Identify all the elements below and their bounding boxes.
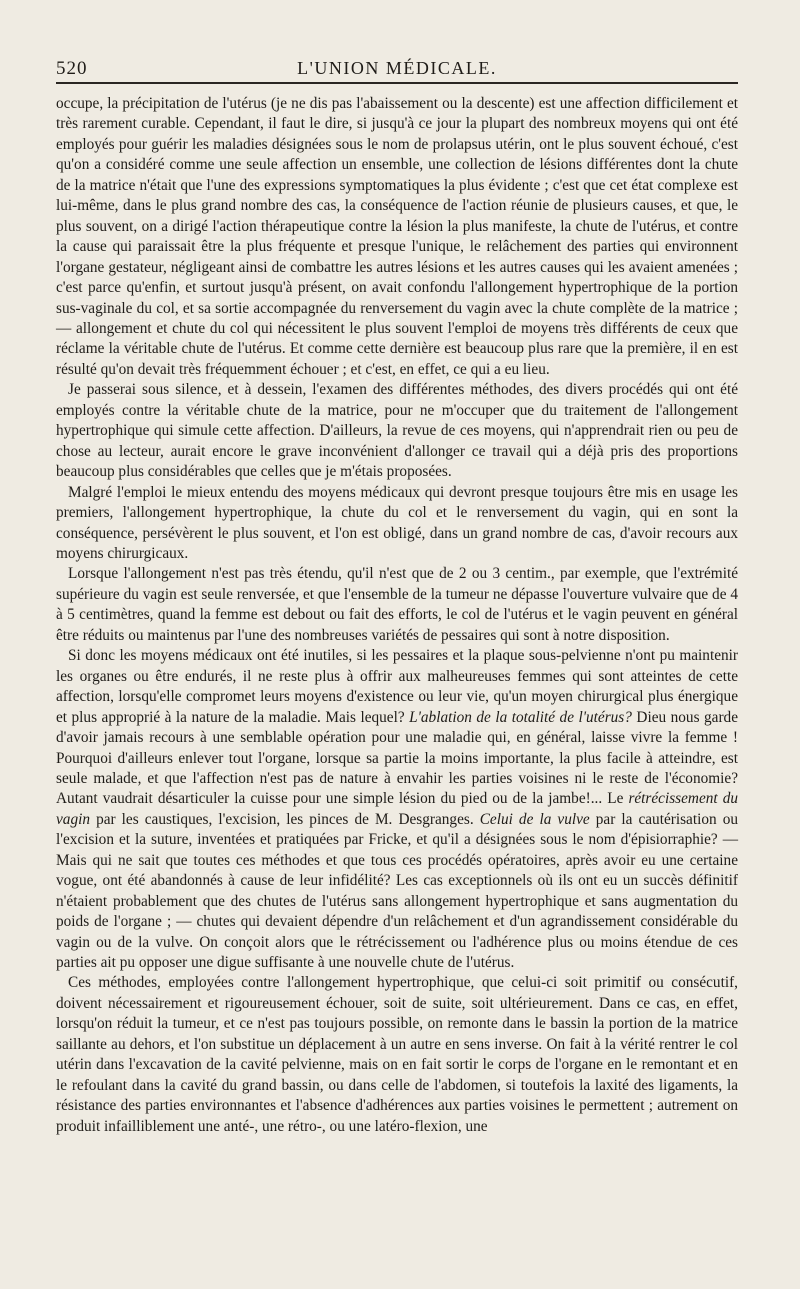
text-run: Lorsque l'allongement n'est pas très étendu, qu'il n'est que de 2 ou 3 centim., par exemple, que l'extrémité supérieure du vagin est seule renversée, et que l'ensemble de la tumeur ne dépasse l'ouverture vulvaire que de 4 à 5 centimètres, quand la femme est debout ou fait des efforts, le col de l'utérus et le vagin peuvent en général être réduits ou maintenus par l'une des nombreuses variétés de pessaires qui sont à notre disposition. <box>56 565 738 644</box>
paragraph <box>56 564 738 646</box>
italic-phrase: L'ablation de la totalité de l'utérus? <box>409 708 632 726</box>
body-text <box>56 94 738 1137</box>
paragraph <box>56 646 738 973</box>
paragraph <box>56 483 738 565</box>
running-title: L'UNION MÉDICALE. <box>297 58 497 78</box>
paragraph <box>56 973 738 1137</box>
page-number: 520 <box>56 58 88 79</box>
text-run: Malgré l'emploi le mieux entendu des moyens médicaux qui devront presque toujours être mis en usage les premiers, l'allongement hypertrophique, la chute du col et le renversement du vagin, qui en sont la conséquence, persévèrent le plus souvent, et l'on est obligé, dans un grand nombre de cas, d'avoir recours aux moyens chirurgicaux. <box>56 483 738 562</box>
page-header <box>56 52 738 84</box>
paragraph <box>56 380 738 482</box>
text-run: Si donc les moyens médicaux ont été inutiles, si les pessaires et la plaque sous-pelvienne n'ont pu maintenir les organes ou être endurés, il ne reste plus à offrir aux malheureuses femmes qui sont atteintes de cette affection, lorsqu'elle compromet leurs moyens d'existence ou leur vie, qu'un moyen chirurgical plus énergique et plus approprié à la nature de la maladie. Mais lequel? <box>56 647 738 726</box>
text-run: par la cautérisation ou l'excision et la suture, inventées et pratiquées par Fricke, et qu'il a désignées sous le nom d'épisiorraphie? — Mais qui ne sait que toutes ces méthodes et que tous ces procédés opératoires, après avoir eu une certaine vogue, ont été abandonnés à cause de leur infidélité? Les cas exceptionnels où ils ont eu un succès définitif n'étaient probablement que des chutes de l'utérus sans allongement hypertrophique et sans augmentation du poids de l'organe ; — chutes qui devaient dépendre d'un relâchement et d'un agrandissement considérable du vagin ou de la vulve. On conçoit alors que le rétrécissement ou l'adhérence plus ou moins étendue de ces parties ait pu opposer une digue suffisante à une nouvelle chute de l'utérus. <box>56 810 738 972</box>
text-run: Ces méthodes, employées contre l'allongement hypertrophique, que celui-ci soit primitif ou consécutif, doivent nécessairement et rigoureusement échouer, soit de suite, soit ultérieurement. Dans ce cas, en effet, lorsqu'on réduit la tumeur, et ce n'est pas toujours possible, on remonte dans le bassin la portion de la matrice saillante au dehors, et l'on substitue un déplacement à un autre en sens inverse. On fait à la vérité rentrer le col utérin dans l'excavation de la cavité pelvienne, mais on en fait sortir le corps de l'organe en le remontant et en le refoulant dans la cavité du grand bassin, ou dans celle de l'abdomen, si toutefois la laxité des ligaments, la résistance des parties environnantes et l'absence d'adhérences aux parties voisines le permettent ; autrement on produit infailliblement une anté-, une rétro-, ou une latéro-flexion, une <box>56 974 738 1135</box>
text-run: Je passerai sous silence, et à dessein, l'examen des différentes méthodes, des divers procédés qui ont été employés contre la véritable chute de la matrice, pour ne m'occuper que du traitement de l'allongement hypertrophique qui simule cette affection. D'ailleurs, la revue de ces moyens, qui n'apprendrait rien ou peu de chose au lecteur, aurait encore le grave inconvénient d'allonger ce travail qui a déjà pris des proportions beaucoup plus considérables que celles que je m'étais proposées. <box>56 381 738 481</box>
text-run: Dieu nous garde d'avoir jamais recours à une semblable opération pour une maladie qui, en général, laisse vivre la femme ! Pourquoi d'ailleurs enlever tout l'organe, lorsque sa partie la moins importante, la plus facile à atteindre, est seule malade, et que l'affection n'est pas de nature à envahir les parties voisines ni le reste de l'économie? Autant vaudrait désarticuler la cuisse pour une simple lésion du pied ou de la jambe!... Le <box>56 708 738 808</box>
italic-phrase: rétrécissement du vagin <box>56 790 738 828</box>
text-run: par les caustiques, l'excision, les pinces de M. Desgranges. <box>90 810 480 828</box>
italic-phrase: Celui de la vulve <box>479 810 590 828</box>
paragraph <box>56 94 738 380</box>
text-run: occupe, la précipitation de l'utérus (je ne dis pas l'abaissement ou la descente) est une affection difficilement et très rarement curable. Cependant, il faut le dire, si jusqu'à ce jour la plupart des nombreux moyens qui ont été employés pour guérir les maladies désignées sous le nom de prolapsus utérin, ont le plus souvent échoué, c'est qu'on a considéré comme une seule affection un ensemble, une collection de lésions différentes dont la chute de la matrice n'était que l'une des expressions symptomatiques la plus évidente ; c'est que cet état complexe est lui-même, dans le plus grand nombre des cas, la conséquence de l'action réunie de plusieurs causes, et que, le plus souvent, on a dirigé l'action thérapeutique contre la lésion la plus manifeste, la chute de l'utérus, et contre la cause qui paraissait être la plus fréquente et presque l'unique, le relâchement des parties qui environnent l'organe gestateur, négligeant ainsi de combattre les autres lésions et les autres causes qui les avaient amenées ; c'est parce qu'enfin, et surtout jusqu'à présent, on avait confondu l'allongement hypertrophique de la portion sus-vaginale du col, et sa sortie accompagnée du renversement du vagin avec la chute complète de la matrice ; — allongement et chute du col qui nécessitent le plus souvent l'emploi de moyens très différents de ceux que réclame la véritable chute de l'utérus. Et comme cette dernière est beaucoup plus rare que la première, il en est résulté qu'on devait très fréquemment échouer ; et c'est, en effet, ce qui a eu lieu. <box>56 95 738 378</box>
